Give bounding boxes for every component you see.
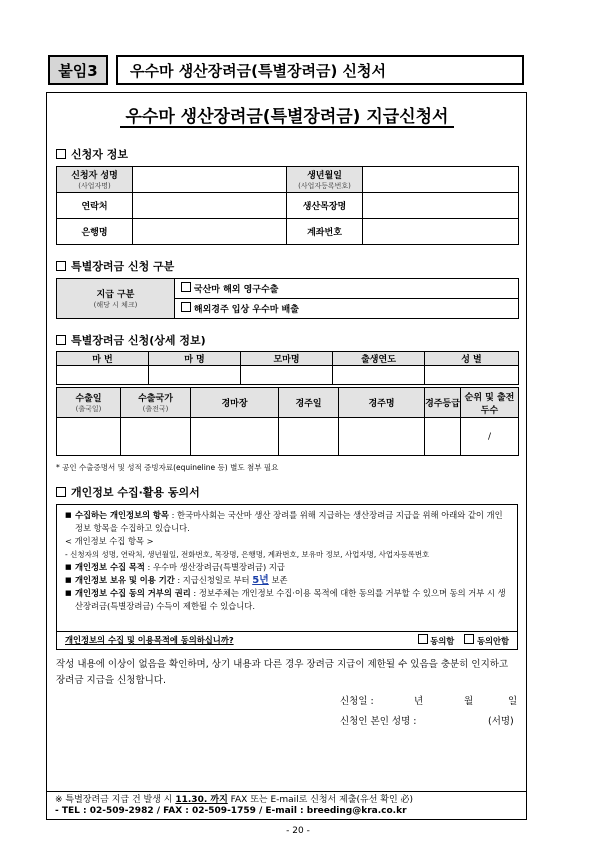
account-field[interactable] xyxy=(363,219,519,245)
signature-mark[interactable]: (서명) xyxy=(488,716,514,727)
col-race-name: 경주명 xyxy=(339,388,425,418)
footer-contact: - TEL : 02-509-2982 / FAX : 02-509-1759 / E-mail : breeding@kra.co.kr xyxy=(55,806,407,816)
farm-header: 생산목장명 xyxy=(287,193,363,219)
consent-item-purpose: ■ 개인정보 수집 목적 : 우수마 생산장려금(특별장려금) 지급 xyxy=(65,562,285,572)
disagree-option[interactable]: 동의안함 xyxy=(464,634,509,648)
confirmation-statement: 작성 내용에 이상이 없음을 확인하며, 상기 내용과 다른 경우 장려금 지급이 제한될 수 있음을 충분히 인지하고 장려금 지급을 신청합니다. xyxy=(56,659,509,686)
consent-question: 개인정보의 수집 및 이용목적에 동의하십니까? xyxy=(65,635,234,645)
col-race-date: 경주일 xyxy=(279,388,339,418)
account-header: 계좌번호 xyxy=(287,219,363,245)
race-date-field[interactable] xyxy=(279,418,339,456)
section-detail xyxy=(56,332,206,348)
consent-item-period: ■ 개인정보 보유 및 이용 기간 : 지급신청일로 부터 5년 보존 xyxy=(65,575,288,586)
col-rank: 순위 및 출전두수 xyxy=(461,388,519,418)
footer-notice xyxy=(46,792,527,820)
section-title: 특별장려금 신청 구분 xyxy=(71,260,175,273)
dam-name-field[interactable] xyxy=(241,366,333,385)
consent-box xyxy=(56,504,518,650)
consent-list-header: < 개인정보 수집 항목 > xyxy=(65,536,154,546)
col-track: 경마장 xyxy=(191,388,279,418)
application-date-label: 신청일 : xyxy=(340,696,374,707)
section-privacy xyxy=(56,484,200,500)
checkbox-icon[interactable] xyxy=(181,282,191,292)
contact-field[interactable] xyxy=(133,193,287,219)
checkbox-icon[interactable] xyxy=(181,302,191,312)
option-export[interactable]: 국산마 해외 영구수출 xyxy=(175,279,519,299)
export-date-field[interactable] xyxy=(57,418,121,456)
name-header: 신청자 성명 (사업자명) xyxy=(57,167,133,193)
form-title: 우수마 생산장려금(특별장려금) 지급신청서 xyxy=(120,102,454,128)
checkbox-square-icon xyxy=(56,335,66,345)
col-horse-number: 마 번 xyxy=(57,352,149,366)
consent-item-fields: ■ 수집하는 개인정보의 항목 : 한국마사회는 국산마 생산 장려를 위해 지급하는 생산장려금 지급을 위해 아래와 같이 개인정보 항목을 수집하고 있습니다. xyxy=(65,510,503,533)
section-title: 신청자 정보 xyxy=(71,148,128,161)
checkbox-square-icon xyxy=(56,261,66,271)
sex-field[interactable] xyxy=(425,366,519,385)
col-sex: 성 별 xyxy=(425,352,519,366)
checkbox-icon[interactable] xyxy=(418,634,428,644)
consent-item-refusal: ■ 개인정보 수집 동의 거부의 권리 : 정보주체는 개인정보 수집·이용 목적에 대한 동의를 거부할 수 있으며 동의 거부 시 생산장려금(특별장려금) 수득이 제한될 수 있습니다. xyxy=(65,588,506,611)
col-grade: 경주등급 xyxy=(425,388,461,418)
document-heading: 우수마 생산장려금(특별장려금) 신청서 xyxy=(116,55,524,85)
race-info-table xyxy=(56,387,519,456)
bank-header: 은행명 xyxy=(57,219,133,245)
footer-line1: ※ 특별장려금 지급 건 발생 시 11.30. 까지 FAX 또는 E-mail로 신청서 제출(유선 확인 必) xyxy=(55,795,414,805)
birth-header: 생년월일 (사업자등록번호) xyxy=(287,167,363,193)
section-title: 개인정보 수집·활용 동의서 xyxy=(71,486,200,499)
name-field[interactable] xyxy=(133,167,287,193)
farm-field[interactable] xyxy=(363,193,519,219)
applicant-name-label: 신청인 본인 성명 : xyxy=(340,716,417,727)
square-bullet-icon: ■ xyxy=(65,589,72,597)
attachment-tag: 붙임3 xyxy=(48,55,108,85)
section-category xyxy=(56,258,174,274)
horse-info-table xyxy=(56,351,519,385)
category-label-cell: 지급 구분 (해당 시 체크) xyxy=(57,279,175,319)
grade-field[interactable] xyxy=(425,418,461,456)
attachment-note: * 공인 수출증명서 및 성적 증빙자료(equineline 등) 별도 첨부 필요 xyxy=(56,463,279,472)
race-name-field[interactable] xyxy=(339,418,425,456)
track-field[interactable] xyxy=(191,418,279,456)
rank-field[interactable]: / xyxy=(461,418,519,456)
checkbox-square-icon xyxy=(56,149,66,159)
page-number: - 20 - xyxy=(286,826,310,836)
horse-name-field[interactable] xyxy=(149,366,241,385)
option-overseas-race[interactable]: 해외경주 입상 우수마 배출 xyxy=(175,299,519,319)
square-bullet-icon: ■ xyxy=(65,576,72,584)
col-dam-name: 모마명 xyxy=(241,352,333,366)
consent-list-text: - 신청자의 성명, 연락처, 생년월일, 전화번호, 목장명, 은행명, 계좌번호, 보유마 정보, 사업자명, 사업자등록번호 xyxy=(65,550,430,559)
checkbox-square-icon xyxy=(56,487,66,497)
month-label: 월 xyxy=(464,696,474,707)
day-label: 일 xyxy=(508,696,518,707)
section-applicant xyxy=(56,146,128,162)
year-label: 년 xyxy=(414,696,424,707)
export-country-field[interactable] xyxy=(121,418,191,456)
col-export-date: 수출일 (출국일) xyxy=(57,388,121,418)
agree-option[interactable]: 동의함 xyxy=(418,634,455,648)
section-title: 특별장려금 신청(상세 정보) xyxy=(71,334,206,347)
square-bullet-icon: ■ xyxy=(65,511,72,519)
col-birth-year: 출생연도 xyxy=(333,352,425,366)
applicant-table xyxy=(56,166,519,245)
checkbox-icon[interactable] xyxy=(464,634,474,644)
birth-year-field[interactable] xyxy=(333,366,425,385)
birth-field[interactable] xyxy=(363,167,519,193)
consent-question-row xyxy=(57,631,517,649)
category-table xyxy=(56,278,519,319)
col-export-country: 수출국가 (출전국) xyxy=(121,388,191,418)
horse-number-field[interactable] xyxy=(57,366,149,385)
bank-field[interactable] xyxy=(133,219,287,245)
square-bullet-icon: ■ xyxy=(65,563,72,571)
contact-header: 연락처 xyxy=(57,193,133,219)
col-horse-name: 마 명 xyxy=(149,352,241,366)
